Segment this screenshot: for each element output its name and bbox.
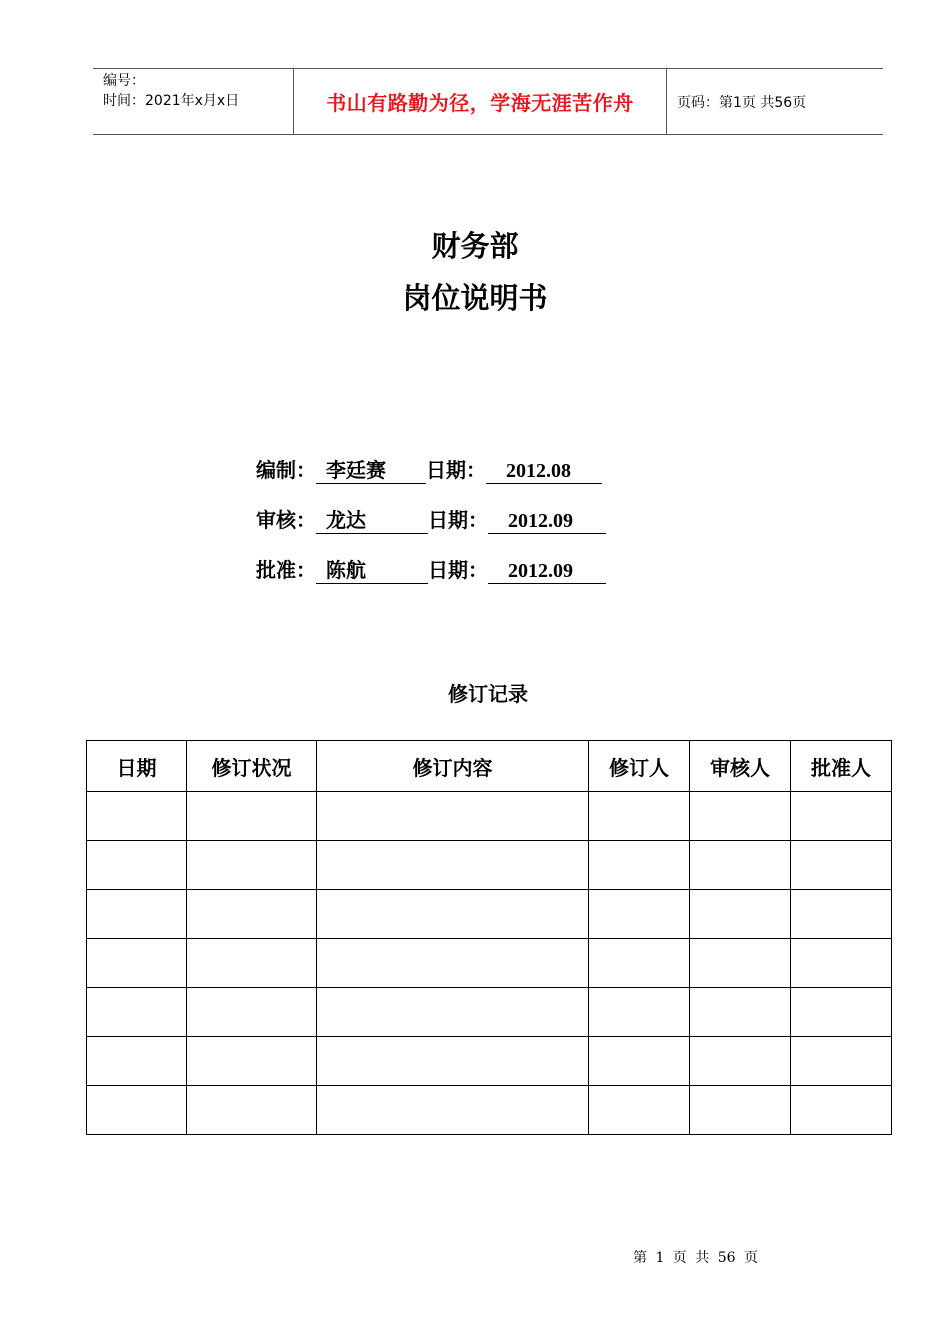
signature-role: 编制： [256, 458, 316, 482]
signature-name: 李廷赛 [316, 454, 426, 484]
signature-name: 龙达 [316, 504, 428, 534]
table-cell [187, 1037, 317, 1086]
table-cell [187, 792, 317, 841]
table-cell [791, 1037, 892, 1086]
table-row [87, 890, 892, 939]
document-title: 岗位说明书 [402, 281, 548, 315]
signature-date-label: 日期： [426, 458, 486, 482]
table-cell [690, 1037, 791, 1086]
table-cell [87, 1086, 187, 1135]
signature-role: 审核： [256, 508, 316, 532]
table-cell [791, 1086, 892, 1135]
signature-date-label: 日期： [428, 558, 488, 582]
table-cell [690, 841, 791, 890]
column-header-status: 修订状况 [187, 741, 317, 792]
header-motto: 书山有路勤为径，学海无涯苦作舟 [294, 69, 667, 134]
table-cell [87, 988, 187, 1037]
document-number-label: 编号： [103, 73, 145, 89]
table-row [87, 792, 892, 841]
table-cell [87, 792, 187, 841]
table-cell [589, 939, 690, 988]
signature-date: 2012.08 [486, 460, 602, 484]
signature-row-review [256, 504, 606, 534]
page-header [93, 68, 883, 135]
table-cell [187, 890, 317, 939]
header-page-info: 页码：第1页 共56页 [677, 94, 807, 111]
table-cell [187, 939, 317, 988]
table-cell [317, 1086, 589, 1135]
table-cell [589, 841, 690, 890]
column-header-date: 日期 [87, 741, 187, 792]
table-cell [187, 1086, 317, 1135]
column-header-content: 修订内容 [317, 741, 589, 792]
table-row [87, 988, 892, 1037]
table-cell [87, 890, 187, 939]
table-cell [87, 1037, 187, 1086]
table-cell [317, 1037, 589, 1086]
table-cell [589, 1037, 690, 1086]
table-cell [317, 792, 589, 841]
table-cell [317, 890, 589, 939]
signature-role: 批准： [256, 558, 316, 582]
signature-date: 2012.09 [488, 560, 606, 584]
table-cell [589, 1086, 690, 1135]
table-cell [791, 988, 892, 1037]
table-row [87, 841, 892, 890]
header-meta [93, 69, 294, 134]
table-cell [187, 988, 317, 1037]
table-row [87, 1037, 892, 1086]
table-cell [589, 792, 690, 841]
table-cell [87, 939, 187, 988]
revision-table-header [87, 741, 892, 792]
table-cell [690, 988, 791, 1037]
revision-record-title: 修订记录 [448, 682, 528, 706]
signature-date: 2012.09 [488, 510, 606, 534]
signature-row-compile [256, 454, 602, 484]
table-cell [317, 841, 589, 890]
document-time: 时间：2021年x月x日 [103, 93, 240, 109]
table-cell [791, 792, 892, 841]
table-row [87, 1086, 892, 1135]
column-header-approver: 批准人 [791, 741, 892, 792]
table-row [87, 939, 892, 988]
table-cell [589, 890, 690, 939]
table-cell [690, 890, 791, 939]
table-cell [187, 841, 317, 890]
signature-date-label: 日期： [428, 508, 488, 532]
table-cell [317, 988, 589, 1037]
table-cell [690, 792, 791, 841]
table-cell [791, 841, 892, 890]
signature-name: 陈航 [316, 554, 428, 584]
table-cell [791, 939, 892, 988]
table-cell [791, 890, 892, 939]
table-cell [589, 988, 690, 1037]
signature-row-approve [256, 554, 606, 584]
table-cell [690, 939, 791, 988]
department-title: 财务部 [431, 229, 519, 263]
table-cell [87, 841, 187, 890]
page-footer: 第 1 页 共 56 页 [633, 1250, 758, 1266]
column-header-reviser: 修订人 [589, 741, 690, 792]
revision-table [86, 740, 892, 1135]
column-header-reviewer: 审核人 [690, 741, 791, 792]
table-cell [317, 939, 589, 988]
table-cell [690, 1086, 791, 1135]
